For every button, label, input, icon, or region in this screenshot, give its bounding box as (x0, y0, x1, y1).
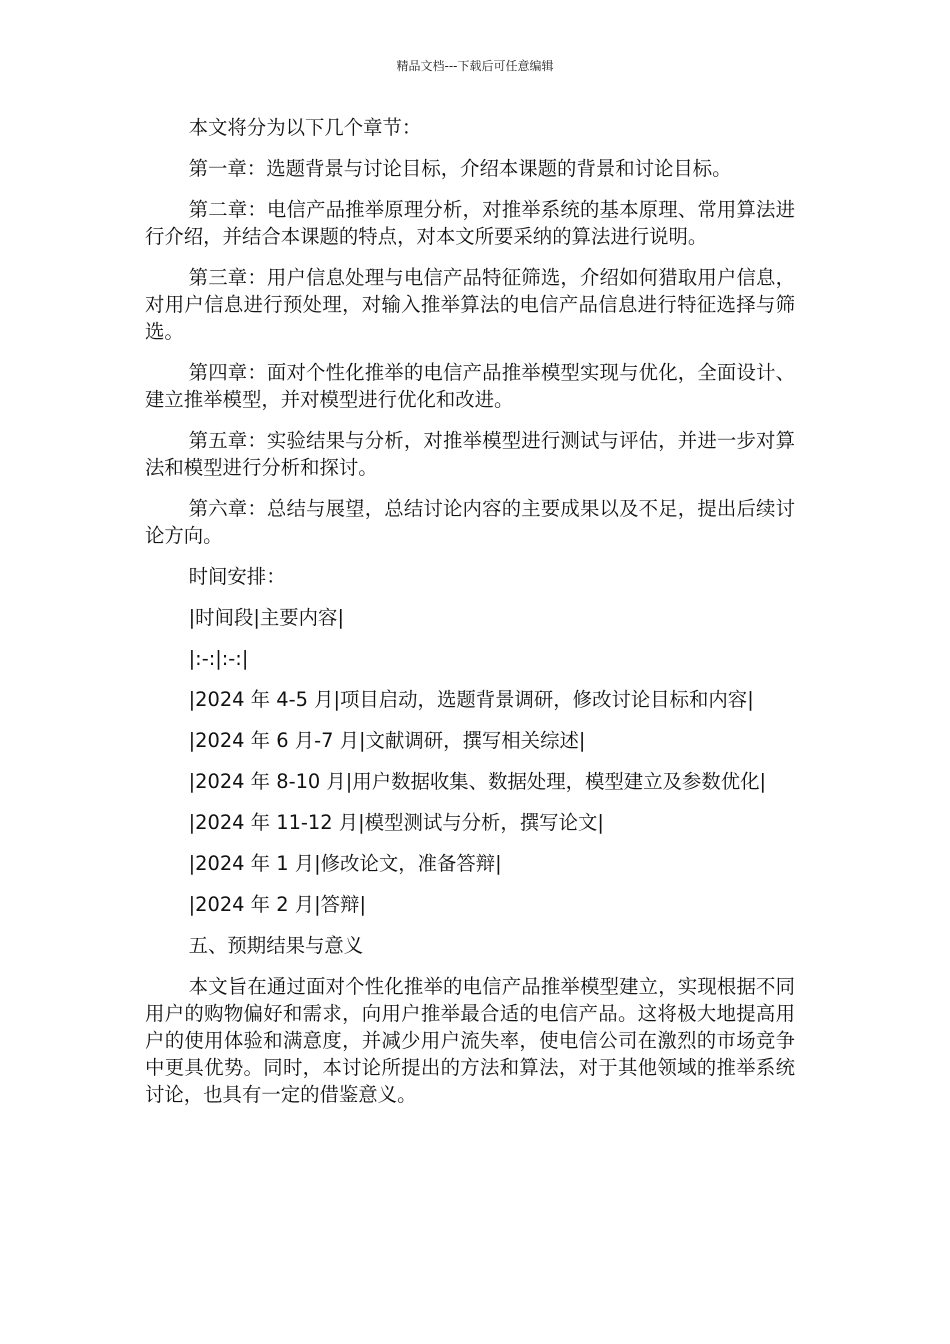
schedule-line: |时间段|主要内容| (188, 606, 344, 629)
chapter-3: 第三章：用户信息处理与电信产品特征筛选，介绍如何猎取用户信息，对用户信息进行预处理，对输入推举算法的电信产品信息进行特征选择与筛选。 (145, 266, 795, 343)
chapter-5: 第五章：实验结果与分析，对推举模型进行测试与评估，并进一步对算法和模型进行分析和探讨。 (145, 429, 795, 479)
section-body: 本文旨在通过面对个性化推举的电信产品推举模型建立，实现根据不同用户的购物偏好和需求，向用户推举最合适的电信产品。这将极大地提高用户的使用体验和满意度，并减少用户流失率，使电信公司在激烈的市场竞争中更具优势。同时，本讨论所提出的方法和算法，对于其他领域的推举系统讨论，也具有一定的借鉴意义。 (145, 975, 795, 1106)
section-title: 五、预期结果与意义 (188, 934, 364, 957)
chapter-intro: 本文将分为以下几个章节： (188, 116, 422, 139)
page-header: 精品文档---下载后可任意编辑 (396, 59, 554, 73)
chapter-1: 第一章：选题背景与讨论目标，介绍本课题的背景和讨论目标。 (188, 157, 732, 180)
schedule-line: |2024 年 6 月-7 月|文献调研，撰写相关综述| (188, 729, 586, 752)
schedule-line: |2024 年 1 月|修改论文，准备答辩| (188, 852, 502, 875)
schedule-line: |2024 年 2 月|答辩| (188, 893, 366, 916)
schedule-line: |2024 年 4-5 月|项目启动，选题背景调研，修改讨论目标和内容| (188, 688, 754, 711)
chapter-4: 第四章：面对个性化推举的电信产品推举模型实现与优化，全面设计、建立推举模型，并对模型进行优化和改进。 (145, 361, 795, 411)
schedule-line: |2024 年 8-10 月|用户数据收集、数据处理，模型建立及参数优化| (188, 770, 767, 793)
schedule-line: |2024 年 11-12 月|模型测试与分析，撰写论文| (188, 811, 604, 834)
schedule-line: |:-:|:-:| (188, 647, 249, 670)
chapter-2: 第二章：电信产品推举原理分析，对推举系统的基本原理、常用算法进行介绍，并结合本课题的特点，对本文所要采纳的算法进行说明。 (145, 198, 795, 248)
document-body (145, 114, 795, 1122)
chapter-6: 第六章：总结与展望，总结讨论内容的主要成果以及不足，提出后续讨论方向。 (145, 497, 795, 547)
schedule-heading: 时间安排： (188, 565, 286, 588)
